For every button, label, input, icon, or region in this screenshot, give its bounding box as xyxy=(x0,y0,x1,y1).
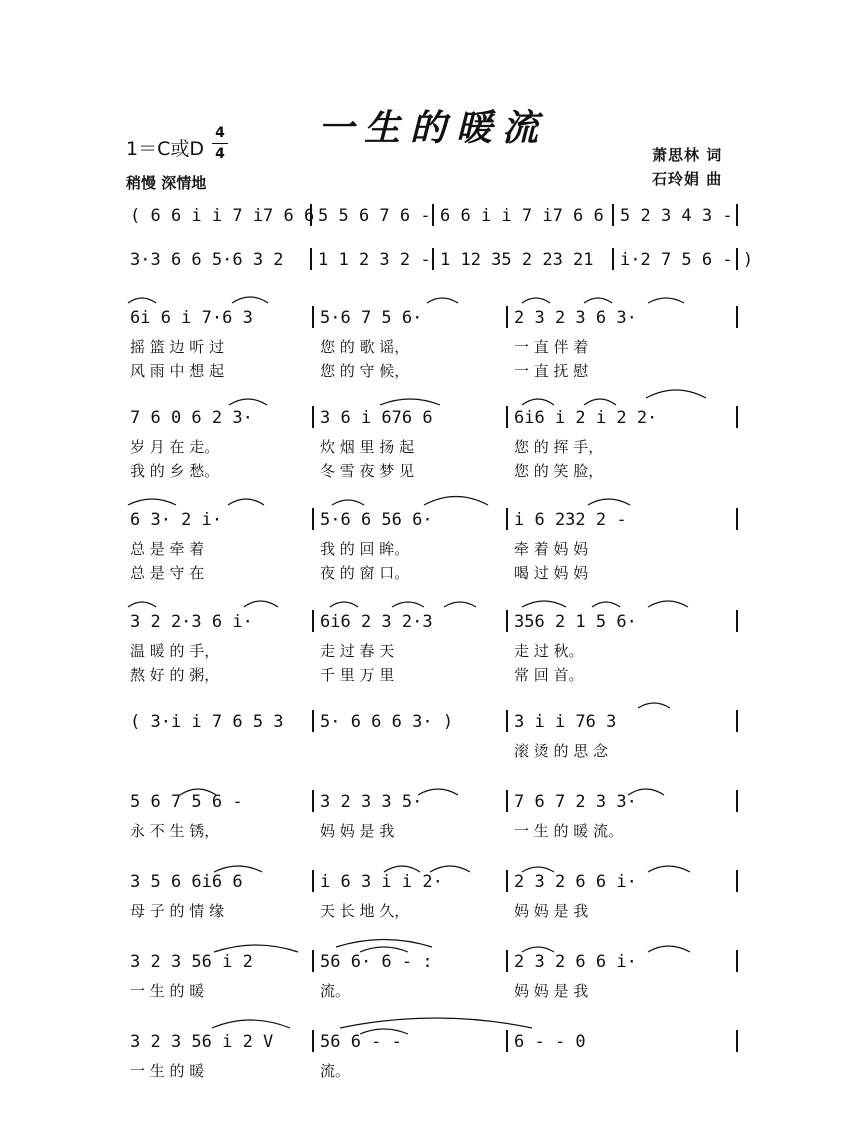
slur xyxy=(584,298,612,303)
lyric-segment: 冬 雪 夜 梦 见 xyxy=(320,462,415,480)
note-measure: 6i 6 i 7·6 3 xyxy=(130,308,253,328)
lyric-segment: 炊 烟 里 扬 起 xyxy=(320,438,415,456)
time-signature-bottom: 4 xyxy=(215,146,225,162)
barline xyxy=(736,870,738,892)
barline xyxy=(736,950,738,972)
note-measure: 6 3· 2 i· xyxy=(130,510,223,530)
lyric-segment: 我 的 回 眸。 xyxy=(320,540,410,558)
note-measure: 3 2 3 56 i 2 xyxy=(130,952,253,972)
barline xyxy=(736,406,738,428)
lyric-segment: 永 不 生 锈， xyxy=(130,822,220,840)
lyric-segment: 一 生 的 暖 xyxy=(130,982,205,1000)
lyric-segment: 风 雨 中 想 起 xyxy=(130,362,225,380)
note-measure: 2 3 2 3 6 3· xyxy=(514,308,637,328)
slur xyxy=(522,601,566,607)
note-measure: 7 6 0 6 2 3· xyxy=(130,408,253,428)
slur xyxy=(128,298,156,303)
barline xyxy=(312,870,314,892)
note-measure: 6i6 2 3 2·3 xyxy=(320,612,433,632)
lyric-segment: 总 是 牵 着 xyxy=(130,540,205,558)
barline xyxy=(312,406,314,428)
note-measure: i·2 7 5 6 - ) xyxy=(620,250,754,270)
lyric-segment: 走 过 春 天 xyxy=(320,642,395,660)
barline xyxy=(506,710,508,732)
note-measure: 3 2 2·3 6 i· xyxy=(130,612,253,632)
barline xyxy=(506,610,508,632)
barline xyxy=(432,204,434,226)
lyric-segment: 摇 篮 边 听 过 xyxy=(130,338,225,356)
note-measure: 5 6 7 5 6 - xyxy=(130,792,243,812)
lyric-segment: 天 长 地 久， xyxy=(320,902,410,920)
lyric-segment: 一 直 伴 着 xyxy=(514,338,589,356)
lyric-segment: 岁 月 在 走。 xyxy=(130,438,220,456)
note-measure: 7 6 7 2 3 3· xyxy=(514,792,637,812)
tempo-marking: 稍慢 深情地 xyxy=(126,174,207,192)
note-measure: 2 3 2 6 6 i· xyxy=(514,872,637,892)
barline xyxy=(736,790,738,812)
barline xyxy=(506,950,508,972)
slur xyxy=(336,940,432,948)
note-measure: 3 2 3 56 i 2 V xyxy=(130,1032,274,1052)
barline xyxy=(506,306,508,328)
barline xyxy=(506,508,508,530)
note-measure: 3 2 3 3 5· xyxy=(320,792,423,812)
note-measure: 6 6 i i 7 i7 6 6 xyxy=(440,206,604,226)
lyric-segment: 您 的 挥 手， xyxy=(514,438,604,456)
barline xyxy=(432,248,434,270)
note-measure: 5·6 7 5 6· xyxy=(320,308,423,328)
slur xyxy=(244,601,278,607)
barline xyxy=(736,1030,738,1052)
lyric-segment: 一 生 的 暖 xyxy=(130,1062,205,1080)
note-measure: 3 6 i 676 6 xyxy=(320,408,433,428)
key-signature: 1＝C或D xyxy=(126,138,204,160)
lyric-segment: 走 过 秋。 xyxy=(514,642,584,660)
slur xyxy=(212,1020,290,1028)
slur xyxy=(444,602,476,607)
barline xyxy=(736,204,738,226)
barline xyxy=(736,508,738,530)
note-measure: 2 3 2 6 6 i· xyxy=(514,952,637,972)
slur xyxy=(380,399,440,405)
slur xyxy=(648,946,690,952)
lyric-segment: 一 生 的 暖 流。 xyxy=(514,822,624,840)
barline xyxy=(612,204,614,226)
song-title: 一生的暖流 xyxy=(318,107,549,149)
slur xyxy=(228,499,264,505)
slur xyxy=(648,298,684,303)
slur xyxy=(424,497,488,506)
slur xyxy=(418,789,458,795)
slur xyxy=(340,1018,532,1028)
barline xyxy=(312,306,314,328)
note-measure: 1 12 35 2 23 21 xyxy=(440,250,594,270)
note-measure: 6 - - 0 xyxy=(514,1032,586,1052)
lyric-segment: 夜 的 窗 口。 xyxy=(320,564,410,582)
barline xyxy=(506,1030,508,1052)
barline xyxy=(312,1030,314,1052)
slur xyxy=(128,499,176,505)
slur xyxy=(229,399,267,405)
barline xyxy=(312,790,314,812)
time-signature xyxy=(212,124,228,163)
note-measure: 3 i i 76 3 xyxy=(514,712,617,732)
note-measure: ( 3·i i 7 6 5 3 xyxy=(130,712,284,732)
composer-credit: 石玲娟 曲 xyxy=(652,170,723,188)
slur xyxy=(584,399,616,405)
lyric-segment: 常 回 首。 xyxy=(514,666,584,684)
note-measure: 5· 6 6 6 3· ) xyxy=(320,712,454,732)
slur xyxy=(646,390,706,398)
lyric-segment: 熬 好 的 粥， xyxy=(130,666,220,684)
slur xyxy=(588,499,630,505)
lyric-segment: 您 的 守 候， xyxy=(320,362,410,380)
lyricist-credit: 萧思林 词 xyxy=(652,146,723,164)
lyric-segment: 母 子 的 情 缘 xyxy=(130,902,225,920)
lyric-segment: 温 暖 的 手， xyxy=(130,642,220,660)
slur xyxy=(522,399,554,405)
lyric-segment: 我 的 乡 愁。 xyxy=(130,462,220,480)
note-measure: 56 6 - - xyxy=(320,1032,402,1052)
lyric-segment: 您 的 笑 脸， xyxy=(514,462,604,480)
slur xyxy=(648,866,690,872)
slur xyxy=(232,297,268,303)
slur xyxy=(427,298,458,303)
barline xyxy=(310,248,312,270)
barline xyxy=(736,710,738,732)
lyric-segment: 牵 着 妈 妈 xyxy=(514,540,589,558)
barline xyxy=(506,406,508,428)
note-measure: i 6 3 i i 2· xyxy=(320,872,443,892)
lyric-segment: 流。 xyxy=(320,982,351,1000)
note-measure: 5 5 6 7 6 - xyxy=(318,206,431,226)
slur xyxy=(592,602,620,607)
lyric-segment: 妈 妈 是 我 xyxy=(320,822,395,840)
lyric-segment: 总 是 守 在 xyxy=(130,564,205,582)
barline xyxy=(736,610,738,632)
lyric-segment: 千 里 万 里 xyxy=(320,666,395,684)
note-measure: i 6 232 2 - xyxy=(514,510,627,530)
slur xyxy=(214,945,298,952)
barline xyxy=(312,950,314,972)
slur xyxy=(128,602,156,607)
slur xyxy=(330,602,358,607)
slur xyxy=(638,703,670,708)
slur xyxy=(522,298,550,303)
note-measure: 56 6· 6 - : xyxy=(320,952,433,972)
note-measure: 356 2 1 5 6· xyxy=(514,612,637,632)
slur xyxy=(392,602,424,607)
slur xyxy=(332,500,364,505)
time-signature-top: 4 xyxy=(215,125,225,141)
barline xyxy=(612,248,614,270)
note-measure: 3 5 6 6i6 6 xyxy=(130,872,243,892)
barline xyxy=(312,610,314,632)
lyric-segment: 一 直 抚 慰 xyxy=(514,362,589,380)
note-measure: 3·3 6 6 5·6 3 2 xyxy=(130,250,284,270)
barline xyxy=(312,508,314,530)
lyric-segment: 流。 xyxy=(320,1062,351,1080)
note-measure: 5 2 3 4 3 - xyxy=(620,206,733,226)
slur xyxy=(648,601,688,607)
barline xyxy=(312,710,314,732)
note-measure: 6i6 i 2 i 2 2· xyxy=(514,408,658,428)
lyric-segment: 妈 妈 是 我 xyxy=(514,902,589,920)
lyric-segment: 妈 妈 是 我 xyxy=(514,982,589,1000)
time-signature-divider xyxy=(212,143,228,144)
lyric-segment: 滚 烫 的 思 念 xyxy=(514,742,609,760)
barline xyxy=(736,306,738,328)
lyric-segment: 喝 过 妈 妈 xyxy=(514,564,589,582)
barline xyxy=(506,790,508,812)
note-measure: ( 6 6 i i 7 i7 6 6 xyxy=(130,206,315,226)
lyric-segment: 您 的 歌 谣， xyxy=(320,338,410,356)
barline xyxy=(506,870,508,892)
note-measure: 1 1 2 3 2 - xyxy=(318,250,431,270)
note-measure: 5·6 6 56 6· xyxy=(320,510,433,530)
